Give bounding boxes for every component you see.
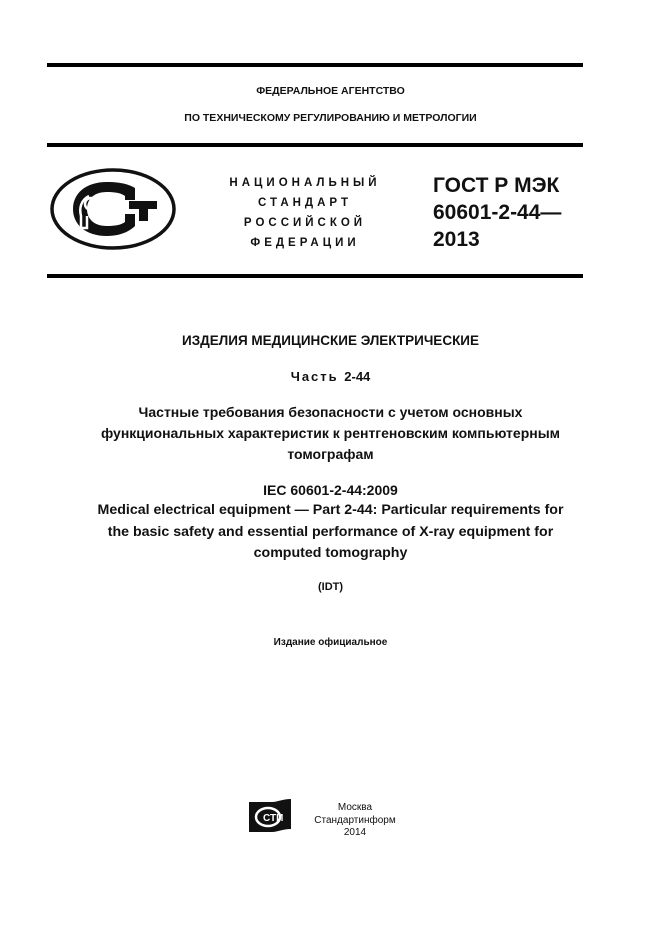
publisher-city: Москва [337,802,373,813]
header-rule [47,143,583,147]
subtitle-line-1: Частные требования безопасности с учетом основных [138,404,523,420]
english-title-line-3: computed tomography [253,545,408,561]
part-heading [0,369,661,384]
standard-designation [433,172,561,253]
top-rule [47,63,583,67]
designation-line-2: 60601-2-44— [433,201,562,224]
agency-line-1: ФЕДЕРАЛЬНОЕ АГЕНТСТВО [256,85,405,97]
part-label: Часть [290,369,339,384]
subtitle-line-2: функциональных характеристик к рентгеновским компьютерным [100,425,561,441]
english-title-line-2: the basic safety and essential performance of X-ray equipment for [107,523,554,540]
nat-line-4: ФЕДЕРАЦИИ [250,237,360,249]
nat-line-1: НАЦИОНАЛЬНЫЙ [229,177,381,189]
iec-code: IEC 60601-2-44:2009 [263,482,398,498]
publisher-name: Стандартинформ [314,814,396,826]
document-title: ИЗДЕЛИЯ МЕДИЦИНСКИЕ ЭЛЕКТРИЧЕСКИЕ [181,333,480,348]
designation-line-3: 2013 [433,228,480,251]
svg-text:СТИ: СТИ [263,813,284,824]
standartinform-logo-icon [248,798,292,832]
national-standard-label [210,173,400,253]
edition-label: Издание официальное [273,637,388,648]
subtitle-line-3: томографам [287,446,374,462]
gost-r-logo-icon [49,166,177,252]
designation-line-1: ГОСТ Р МЭК [433,174,560,197]
equivalence-label: (IDT) [317,581,344,593]
part-number: 2-44 [344,369,371,384]
document-subtitle [0,402,661,465]
publisher-block [300,802,410,840]
english-title-line-1: Medical electrical equipment — Part 2-44: Particular requirements for [97,502,564,518]
nat-line-3: РОССИЙСКОЙ [243,217,367,229]
english-title [0,500,661,565]
publication-year: 2014 [343,827,367,838]
standard-block-rule [47,274,583,278]
nat-line-2: СТАНДАРТ [258,197,352,209]
agency-line-2: ПО ТЕХНИЧЕСКОМУ РЕГУЛИРОВАНИЮ И МЕТРОЛОГИИ [184,112,477,124]
